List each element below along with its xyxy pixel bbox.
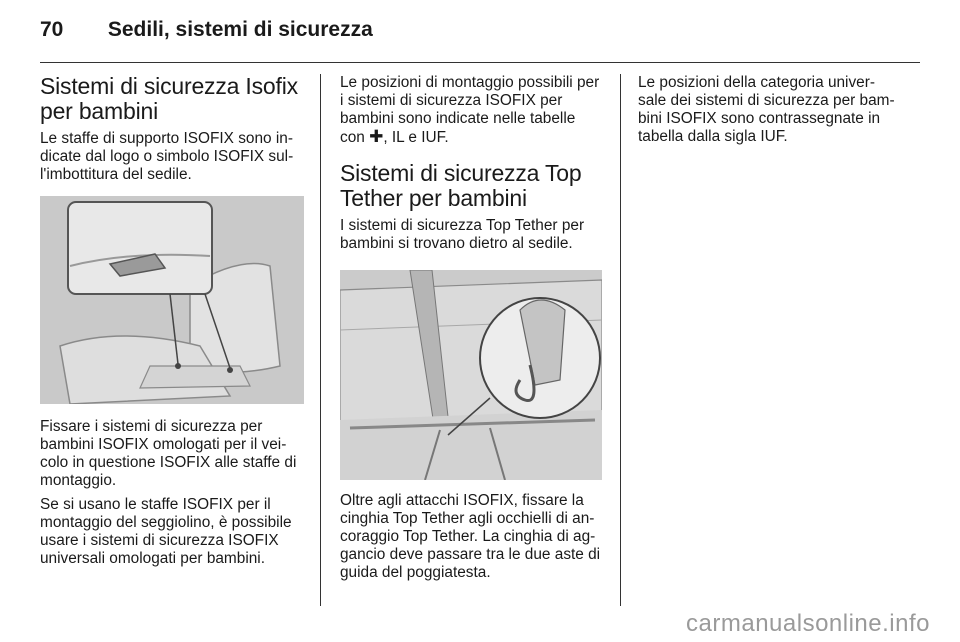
watermark: carmanualsonline.info xyxy=(686,610,930,637)
column-1 xyxy=(40,74,304,184)
iuf-category-text: Le posizioni della categoria univer- sale dei sistemi di sicurezza per bam- bini ISOFIX sono contrassegnate in tabella dalla sigla IUF. xyxy=(638,74,895,145)
top-tether-heading: Sistemi di sicurezza Top Tether per bambini xyxy=(340,160,582,211)
column-2 xyxy=(340,74,602,253)
mounting-positions-text-before: Le posizioni di montaggio possibili per i sistemi di sicurezza ISOFIX per bambini sono indicate nelle tabelle con xyxy=(340,74,600,146)
top-tether-fix-text: Oltre agli attacchi ISOFIX, fissare la cinghia Top Tether agli occhielli di an- coraggio Top Tether. La cinghia di ag- gancio deve passare tra le due aste di guida del poggiatesta. xyxy=(340,492,601,581)
column-divider-2 xyxy=(620,74,621,606)
isofix-seat-drawing xyxy=(40,196,304,404)
isofix-universal-text: Se si usano le staffe ISOFIX per il montaggio del seggiolino, è possibile usare i sistemi di sicurezza ISOFIX universali omologati per bambini. xyxy=(40,496,292,567)
page-header xyxy=(40,18,373,42)
column-3 xyxy=(638,74,906,146)
mounting-positions-text-after: , IL e IUF. xyxy=(383,129,449,146)
header-rule xyxy=(40,62,920,63)
isofix-seat-illustration xyxy=(40,196,304,404)
top-tether-drawing xyxy=(340,270,602,480)
page-number: 70 xyxy=(40,18,64,41)
top-tether-intro-text: I sistemi di sicurezza Top Tether per bambini si trovano dietro al sedile. xyxy=(340,217,585,252)
column-1-lower xyxy=(40,418,304,568)
top-tether-illustration xyxy=(340,270,602,480)
column-divider-1 xyxy=(320,74,321,606)
isofix-heading: Sistemi di sicurezza Isofix per bambini xyxy=(40,73,298,124)
column-2-lower xyxy=(340,492,602,582)
mounting-positions-text xyxy=(340,74,602,147)
isofix-intro-text: Le staffe di supporto ISOFIX sono in- dicate dal logo o simbolo ISOFIX sul- l'imbottitura del sedile. xyxy=(40,130,294,183)
isofix-plus-icon: ✚ xyxy=(369,127,384,146)
isofix-fix-text: Fissare i sistemi di sicurezza per bambini ISOFIX omologati per il vei- colo in questione ISOFIX alle staffe di montaggio. xyxy=(40,418,297,489)
section-title: Sedili, sistemi di sicurezza xyxy=(107,18,373,41)
